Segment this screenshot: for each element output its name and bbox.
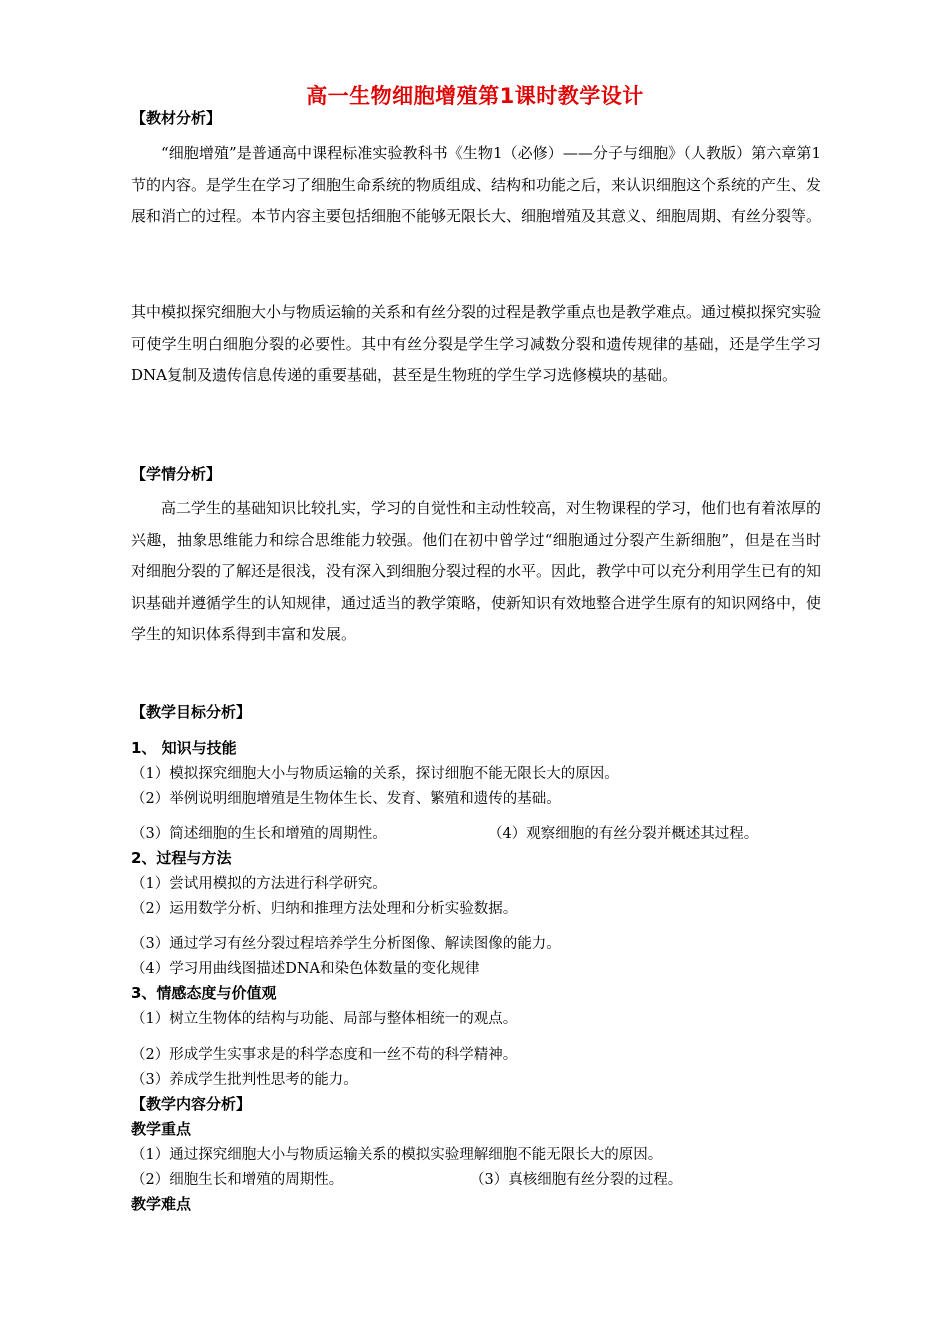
goal-process-heading: 2、过程与方法 [131,849,232,867]
goal-knowledge-4: （4）观察细胞的有丝分裂并概述其过程。 [488,826,759,842]
key-point-3: （3）真核细胞有丝分裂的过程。 [470,1172,683,1188]
goal-process-1: （1）尝试用模拟的方法进行科学研究。 [131,876,387,892]
heading-goal-analysis: 【教学目标分析】 [131,703,252,721]
goal-emotion-heading: 3、情感态度与价值观 [131,984,277,1002]
document-title: 高一生物细胞增殖第1课时教学设计 [306,84,644,108]
key-point-1: （1）通过探究细胞大小与物质运输关系的模拟实验理解细胞不能无限长大的原因。 [131,1147,663,1163]
goal-process-4: （4）学习用曲线图描述DNA和染色体数量的变化规律 [131,961,480,977]
goal-knowledge-3: （3）简述细胞的生长和增殖的周期性。 [131,826,387,842]
goal-emotion-3: （3）养成学生批判性思考的能力。 [131,1072,358,1088]
goal-process-3: （3）通过学习有丝分裂过程培养学生分析图像、解读图像的能力。 [131,936,561,952]
goal-process-2: （2）运用数学分析、归纳和推理方法处理和分析实验数据。 [131,901,518,917]
heading-content-analysis: 【教学内容分析】 [131,1095,252,1113]
goal-knowledge-heading: 1、 知识与技能 [131,739,237,757]
goal-emotion-1: （1）树立生物体的结构与功能、局部与整体相统一的观点。 [131,1011,518,1027]
paragraph-material-1: “细胞增殖”是普通高中课程标准实验教科书《生物1（必修）——分子与细胞》（人教版）第六章第1节的内容。是学生在学习了细胞生命系统的物质组成、结构和功能之后，来认识细胞这个系统的产生、发展和消亡的过程。本节内容主要包括细胞不能够无限长大、细胞增殖及其意义、细胞周期、有丝分裂等。 [131,144,822,225]
goal-knowledge-2: （2）举例说明细胞增殖是生物体生长、发育、繁殖和遗传的基础。 [131,791,561,807]
goal-emotion-2: （2）形成学生实事求是的科学态度和一丝不苟的科学精神。 [131,1047,518,1063]
key-points-heading: 教学重点 [131,1120,192,1138]
heading-material-analysis: 【教材分析】 [131,109,222,127]
paragraph-students: 高二学生的基础知识比较扎实，学习的自觉性和主动性较高，对生物课程的学习，他们也有着浓厚的兴趣，抽象思维能力和综合思维能力较强。他们在初中曾学过“细胞通过分裂产生新细胞”，但是在当时对细胞分裂的了解还是很浅，没有深入到细胞分裂过程的水平。因此，教学中可以充分利用学生已有的知识基础并遵循学生的认知规律，通过适当的教学策略，使新知识有效地整合进学生原有的知识网络中，使学生的知识体系得到丰富和发展。 [131,499,822,643]
goal-knowledge-1: （1）模拟探究细胞大小与物质运输的关系，探讨细胞不能无限长大的原因。 [131,766,619,782]
key-point-2: （2）细胞生长和增殖的周期性。 [131,1172,344,1188]
paragraph-material-2: 其中模拟探究细胞大小与物质运输的关系和有丝分裂的过程是教学重点也是教学难点。通过模拟探究实验可使学生明白细胞分裂的必要性。其中有丝分裂是学生学习减数分裂和遗传规律的基础，还是学生学习DNA复制及遗传信息传递的重要基础，甚至是生物班的学生学习选修模块的基础。 [131,303,822,384]
difficult-points-heading: 教学难点 [131,1195,192,1213]
heading-student-analysis: 【学情分析】 [131,465,222,483]
